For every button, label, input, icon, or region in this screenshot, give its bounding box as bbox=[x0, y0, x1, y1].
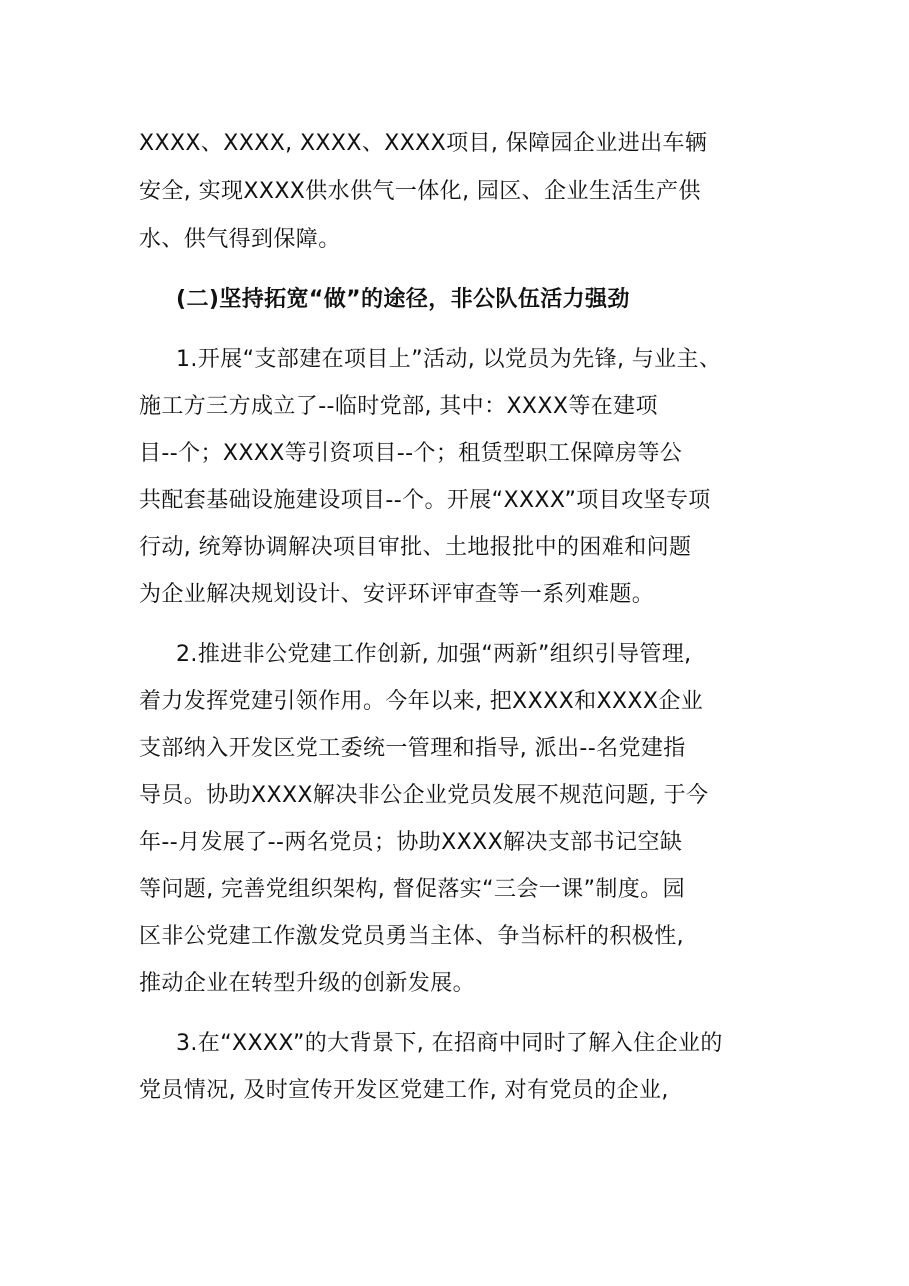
text-line: 年--月发展了--两名党员；协助XXXX解决支部书记空缺 bbox=[139, 830, 683, 855]
paragraph-start-line: 3.在“XXXX”的大背景下, 在招商中同时了解入住企业的 bbox=[176, 1031, 723, 1056]
text-line: 行动, 统筹协调解决项目审批、土地报批中的困难和问题 bbox=[139, 535, 692, 560]
text-line: 等问题, 完善党组织架构, 督促落实“三会一课”制度。园 bbox=[139, 877, 685, 902]
text-line: 着力发挥党建引领作用。今年以来, 把XXXX和XXXX企业 bbox=[139, 689, 704, 714]
text-line: 共配套基础设施建设项目--个。开展“XXXX”项目攻坚专项 bbox=[139, 488, 711, 513]
text-line: 水、供气得到保障。 bbox=[139, 227, 341, 252]
text-line: 目--个；XXXX等引资项目--个；租赁型职工保障房等公 bbox=[139, 441, 683, 466]
text-line: 安全, 实现XXXX供水供气一体化, 园区、企业生活生产供 bbox=[139, 179, 701, 204]
text-line: 施工方三方成立了--临时党部, 其中：XXXX等在建项 bbox=[139, 394, 658, 419]
text-line: 区非公党建工作激发党员勇当主体、争当标杆的积极性, bbox=[139, 924, 684, 949]
paragraph-start-line: 1.开展“支部建在项目上”活动, 以党员为先锋, 与业主、 bbox=[176, 347, 722, 372]
text-line: 推动企业在转型升级的创新发展。 bbox=[139, 971, 476, 996]
text-line: 为企业解决规划设计、安评环评审查等一系列难题。 bbox=[139, 582, 655, 607]
text-line: 党员情况, 及时宣传开发区党建工作, 对有党员的企业, bbox=[139, 1078, 669, 1103]
section-heading: (二)坚持拓宽“做”的途径，非公队伍活力强劲 bbox=[176, 287, 630, 312]
text-line: XXXX、XXXX, XXXX、XXXX项目, 保障园企业进出车辆 bbox=[139, 131, 708, 156]
text-line: 支部纳入开发区党工委统一管理和指导, 派出--名党建指 bbox=[139, 736, 686, 761]
text-line: 导员。协助XXXX解决非公企业党员发展不规范问题, 于今 bbox=[139, 783, 709, 808]
paragraph-start-line: 2.推进非公党建工作创新, 加强“两新”组织引导管理, bbox=[176, 642, 692, 667]
